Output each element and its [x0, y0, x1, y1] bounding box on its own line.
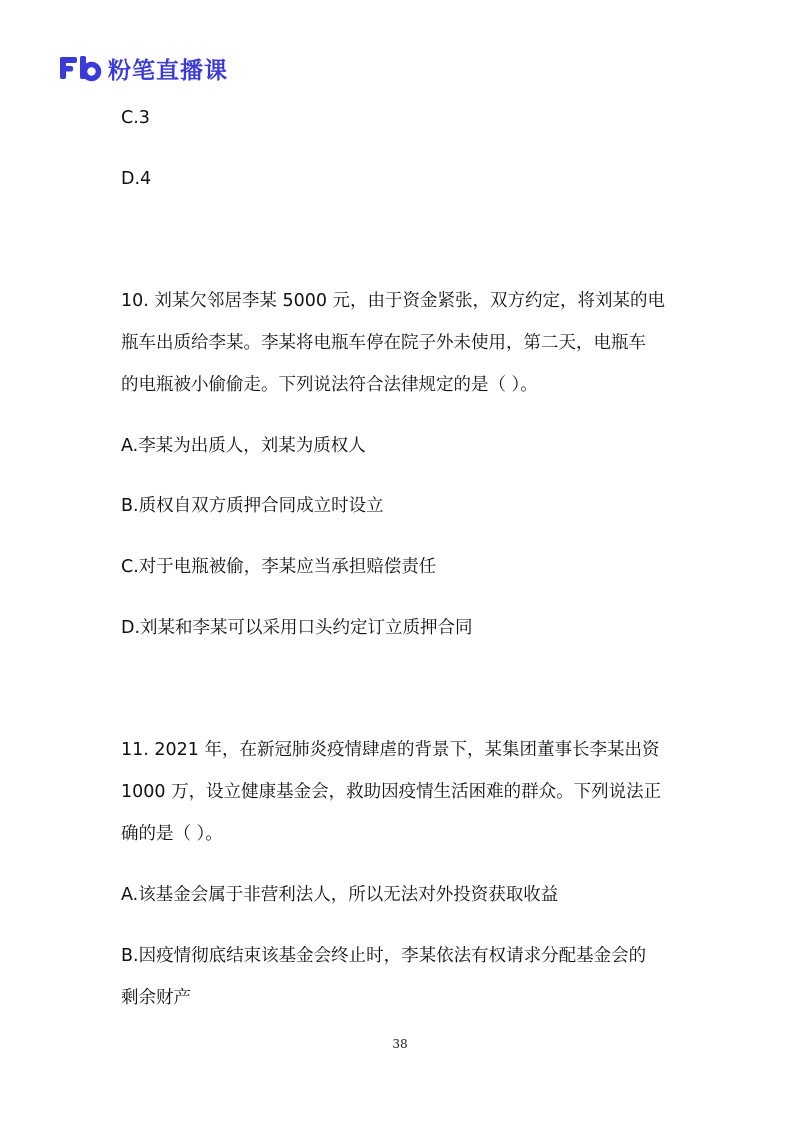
brand-name: 粉笔直播课	[108, 57, 228, 84]
fenbi-logo-icon	[58, 54, 102, 82]
page-number: 38	[392, 1037, 408, 1051]
q11-option-b-line-2: 剩余财产	[121, 988, 191, 1008]
q10-option-c: C.对于电瓶被偷，李某应当承担赔偿责任	[121, 557, 437, 577]
q10-option-b: B.质权自双方质押合同成立时设立	[121, 496, 384, 516]
q11-option-a: A.该基金会属于非营利法人，所以无法对外投资获取收益	[121, 885, 559, 905]
q10-option-a: A.李某为出质人，刘某为质权人	[121, 436, 366, 456]
q11-stem-line-1: 11. 2021 年，在新冠肺炎疫情肆虐的背景下，某集团董事长李某出资	[121, 740, 660, 760]
q11-stem-line-3: 确的是（ ）。	[121, 824, 223, 844]
q10-option-d: D.刘某和李某可以采用口头约定订立质押合同	[121, 618, 473, 638]
q10-stem-line-2: 瓶车出质给李某。李某将电瓶车停在院子外未使用，第二天，电瓶车	[121, 333, 646, 353]
header	[58, 54, 228, 82]
q10-stem-line-1: 10. 刘某欠邻居李某 5000 元，由于资金紧张，双方约定，将刘某的电	[121, 291, 666, 311]
q10-stem-line-3: 的电瓶被小偷偷走。下列说法符合法律规定的是（ ）。	[121, 375, 538, 395]
q11-option-b-line-1: B.因疫情彻底结束该基金会终止时，李某依法有权请求分配基金会的	[121, 946, 647, 966]
q9-option-d: D.4	[121, 169, 152, 189]
q9-option-c: C.3	[121, 108, 150, 128]
q11-stem-line-2: 1000 万，设立健康基金会，救助因疫情生活困难的群众。下列说法正	[121, 782, 662, 802]
